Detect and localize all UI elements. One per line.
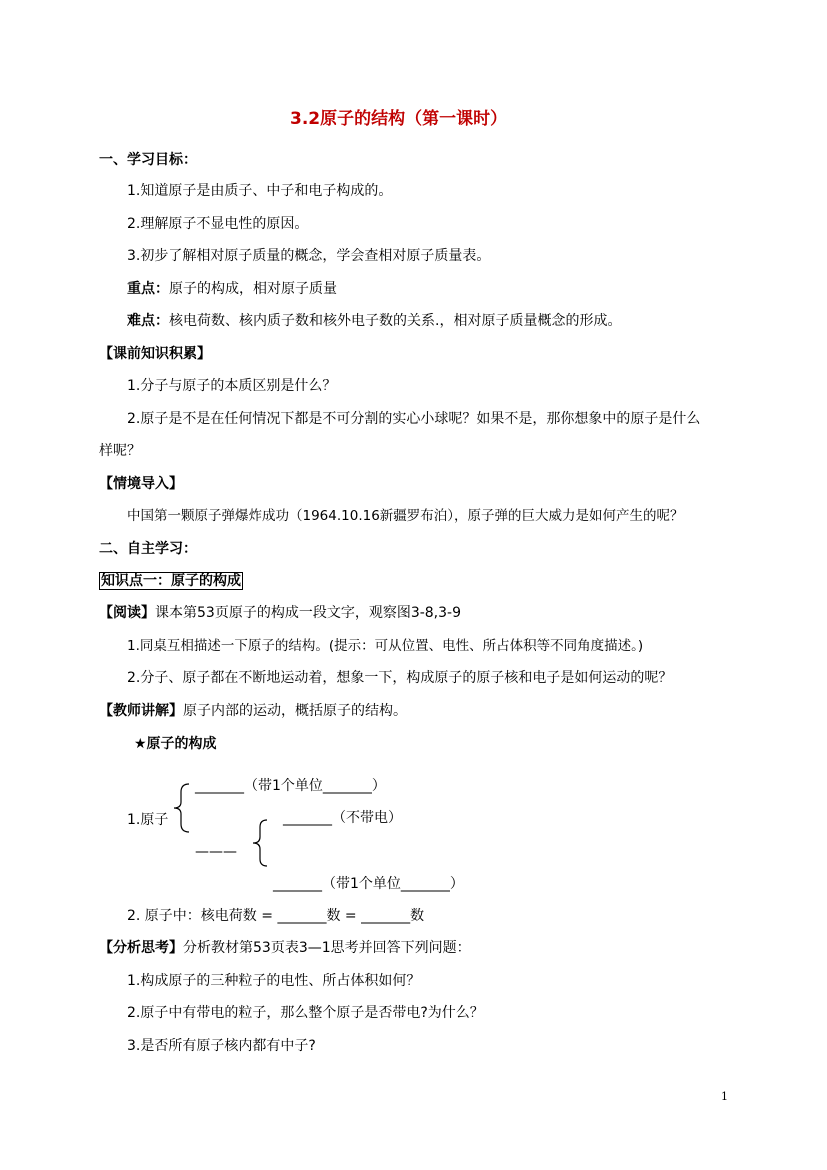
diagram-atom-label: 1.原子 — [127, 812, 169, 828]
analysis-label: 【分析思考】 — [99, 940, 183, 956]
read-instruction — [99, 604, 461, 622]
inner-brace-icon — [250, 818, 270, 868]
preclass-question-2-line2: 样呢？ — [99, 443, 141, 459]
read-question-1: 1.同桌互相描述一下原子的结构。(提示：可从位置、电性、所占体积等不同角度描述。) — [127, 638, 644, 654]
analysis-instruction — [99, 939, 471, 957]
difficulty-point — [127, 312, 621, 330]
page-title: 3.2原子的结构（第一课时） — [290, 109, 508, 129]
knowledge-point-label: 知识点一：原子的构成 — [101, 573, 241, 589]
key-point-label: 重点： — [127, 281, 169, 297]
structure-heading: ★原子的构成 — [134, 736, 217, 752]
diagram-dashes: ——— — [195, 844, 237, 860]
goal-item-3: 3.初步了解相对原子质量的概念，学会查相对原子质量表。 — [127, 248, 491, 264]
diagram-blank-2: _______（不带电） — [283, 810, 402, 826]
goal-item-1: 1.知道原子是由质子、中子和电子构成的。 — [127, 183, 393, 199]
difficulty-label: 难点： — [127, 313, 169, 329]
analysis-question-1: 1.构成原子的三种粒子的电性、所占体积如何？ — [127, 973, 421, 989]
left-brace-icon — [170, 782, 192, 834]
teacher-explanation — [99, 702, 407, 720]
scenario-text: 中国第一颗原子弹爆炸成功（1964.10.16新疆罗布泊），原子弹的巨大威力是如何产生的呢？ — [127, 508, 684, 524]
analysis-text: 分析教材第53页表3—1思考并回答下列问题： — [183, 940, 471, 956]
read-label: 【阅读】 — [99, 605, 155, 621]
key-point — [127, 280, 337, 298]
analysis-question-3: 3.是否所有原子核内都有中子? — [127, 1038, 316, 1054]
scenario-heading: 【情境导入】 — [99, 476, 183, 492]
knowledge-point-box — [99, 572, 243, 590]
section2-heading: 二、自主学习： — [99, 541, 197, 557]
difficulty-text: 核电荷数、核内质子数和核外电子数的关系.，相对原子质量概念的形成。 — [169, 313, 622, 329]
key-point-text: 原子的构成，相对原子质量 — [169, 281, 337, 297]
preclass-question-2-line1: 2.原子是不是在任何情况下都是不可分割的实心小球呢？如果不是，那你想象中的原子是什么 — [127, 411, 701, 427]
preclass-question-1: 1.分子与原子的本质区别是什么？ — [127, 378, 337, 394]
analysis-question-2: 2.原子中有带电的粒子，那么整个原子是否带电?为什么？ — [127, 1005, 484, 1021]
read-text: 课本第53页原子的构成一段文字，观察图3-8,3-9 — [155, 605, 461, 621]
teacher-text: 原子内部的运动，概括原子的结构。 — [183, 703, 407, 719]
charge-formula: 2. 原子中：核电荷数 = _______数 = _______数 — [127, 908, 425, 924]
read-question-2: 2.分子、原子都在不断地运动着，想象一下，构成原子的原子核和电子是如何运动的呢？ — [127, 670, 673, 686]
goal-item-2: 2.理解原子不显电性的原因。 — [127, 216, 309, 232]
section1-heading: 一、学习目标： — [99, 152, 197, 168]
teacher-label: 【教师讲解】 — [99, 703, 183, 719]
diagram-blank-1: _______（带1个单位_______） — [195, 778, 386, 794]
page-number: 1 — [721, 1090, 728, 1103]
diagram-blank-3: _______（带1个单位_______） — [273, 876, 464, 892]
preclass-heading: 【课前知识积累】 — [99, 346, 211, 362]
